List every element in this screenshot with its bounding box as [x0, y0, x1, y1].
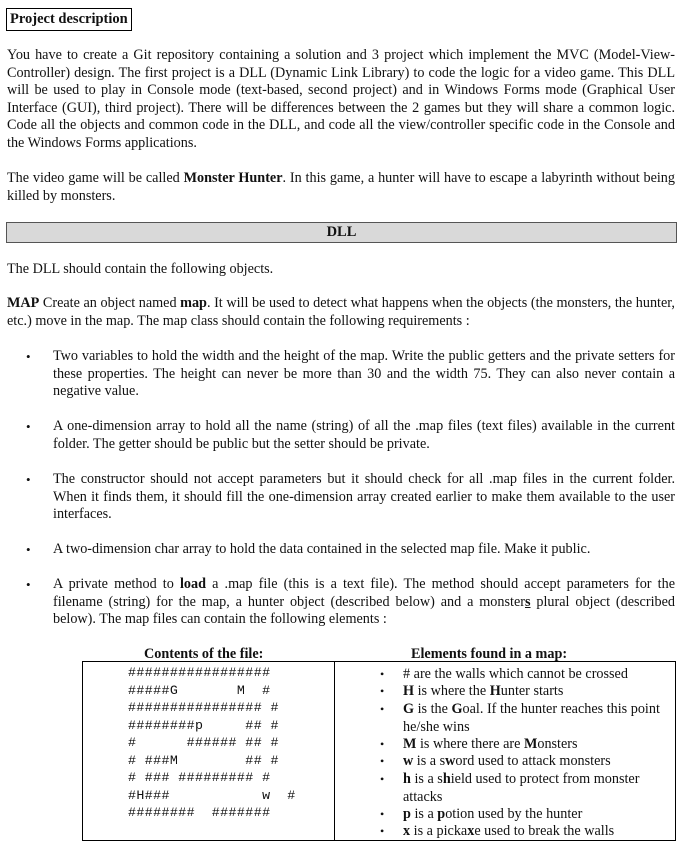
list-item-text: The constructor should not accept parameters but it should check for all .map files in the current folder. When it finds them, it should fill the one-dimension array created earlier to make them available to the user interfaces. [53, 471, 675, 522]
bullet-icon: • [380, 772, 385, 786]
map-text-2: . It will be used to detect what happens when the objects (the monsters, the hunter, etc.) move in the map. The map class should contain the following requirements : [7, 295, 675, 329]
map-element-text: w is a sword used to attack monsters [403, 753, 611, 769]
bullet-icon: • [380, 754, 385, 768]
map-element-text: H is where the Hunter starts [403, 683, 564, 699]
page-title: Project description [6, 8, 132, 31]
bullet-icon: • [380, 667, 385, 681]
bullet-icon: • [380, 807, 385, 821]
bullet5-text-2: a .map file (this is a text file). The method should accept parameters for the filename (string) for the map, a hunter object (described below) and a monster [53, 576, 675, 610]
map-line: ########p ## # [128, 717, 279, 733]
map-line: ######## ####### [128, 805, 271, 820]
map-line: ################ # [128, 700, 279, 715]
map-element-text: G is the Goal. If the hunter reaches this point he/she wins [403, 701, 660, 735]
bullet5-underlined: s [524, 593, 531, 610]
map-line: #####G M # [128, 682, 271, 698]
map-paragraph [7, 295, 675, 330]
section-heading-dll: DLL [6, 222, 677, 243]
bullet-icon: • [380, 702, 385, 716]
table-header-elements: Elements found in a map: [411, 646, 568, 662]
map-name: map [180, 295, 207, 311]
game-paragraph [7, 170, 675, 205]
game-name: Monster Hunter [183, 170, 283, 186]
map-line: # ###M ## # [128, 752, 279, 768]
bullet-icon: • [26, 542, 31, 557]
bullet-icon: • [26, 419, 31, 434]
map-text-1: Create an object named [39, 295, 181, 311]
map-element-text: x is a pickaxe used to break the walls [403, 823, 615, 839]
map-line: # ###### ## # [128, 735, 279, 750]
bullet-icon: • [380, 824, 385, 838]
map-label: MAP [7, 295, 40, 311]
bullet-icon: • [380, 737, 385, 751]
list-item-text: A two-dimension char array to hold the data contained in the selected map file. Make it public. [53, 541, 591, 557]
bullet5-text-3: plural object (described below). The map files can contain the following elements : [53, 593, 675, 627]
game-text-after: . In this game, a hunter will have to escape a labyrinth without being killed by monsters. [7, 170, 675, 204]
map-line: ################# [128, 665, 271, 680]
game-text-before: The video game will be called [7, 170, 184, 186]
bullet5-bold: load [179, 576, 206, 592]
bullet-icon: • [26, 577, 31, 592]
bullet5-text-1: A private method to [53, 576, 180, 592]
dll-intro: The DLL should contain the following objects. [7, 261, 274, 277]
bullet-icon: • [26, 472, 31, 487]
map-line: # ### ######### # [128, 770, 271, 785]
list-item-text: A one-dimension array to hold all the name (string) of all the .map files (text files) available in the current folder. The getter should be public but the setter should be private. [53, 418, 675, 452]
bullet-icon: • [26, 349, 31, 364]
list-item-text [53, 576, 675, 629]
map-line: #H### w # [128, 787, 296, 803]
map-element-text: p is a potion used by the hunter [403, 806, 583, 822]
map-element-text: M is where there are Monsters [403, 736, 578, 752]
map-element-text: h is a shield used to protect from monster attacks [403, 771, 640, 805]
intro-paragraph: You have to create a Git repository containing a solution and 3 project which implement the MVC (Model-View-Controller) design. The first project is a DLL (Dynamic Link Library) to code the logic for a video game. This DLL will be used to play in Console mode (text-based, second project) and in Windows Forms mode (Graphical User Interface (GUI), third project). There will be differences between the 2 games but they will share a common logic. Code all the objects and common code in the DLL, and code all the view/controller specific code in the Console and the Windows Forms applications. [7, 47, 675, 151]
list-item-text: Two variables to hold the width and the height of the map. Write the public getters and the private setters for these properties. The height can never be more than 30 and the width 75. They can also never contain a negative value. [53, 348, 675, 399]
table-header-contents: Contents of the file: [144, 646, 264, 662]
bullet-icon: • [380, 684, 385, 698]
map-element-text: # are the walls which cannot be crossed [403, 666, 628, 682]
